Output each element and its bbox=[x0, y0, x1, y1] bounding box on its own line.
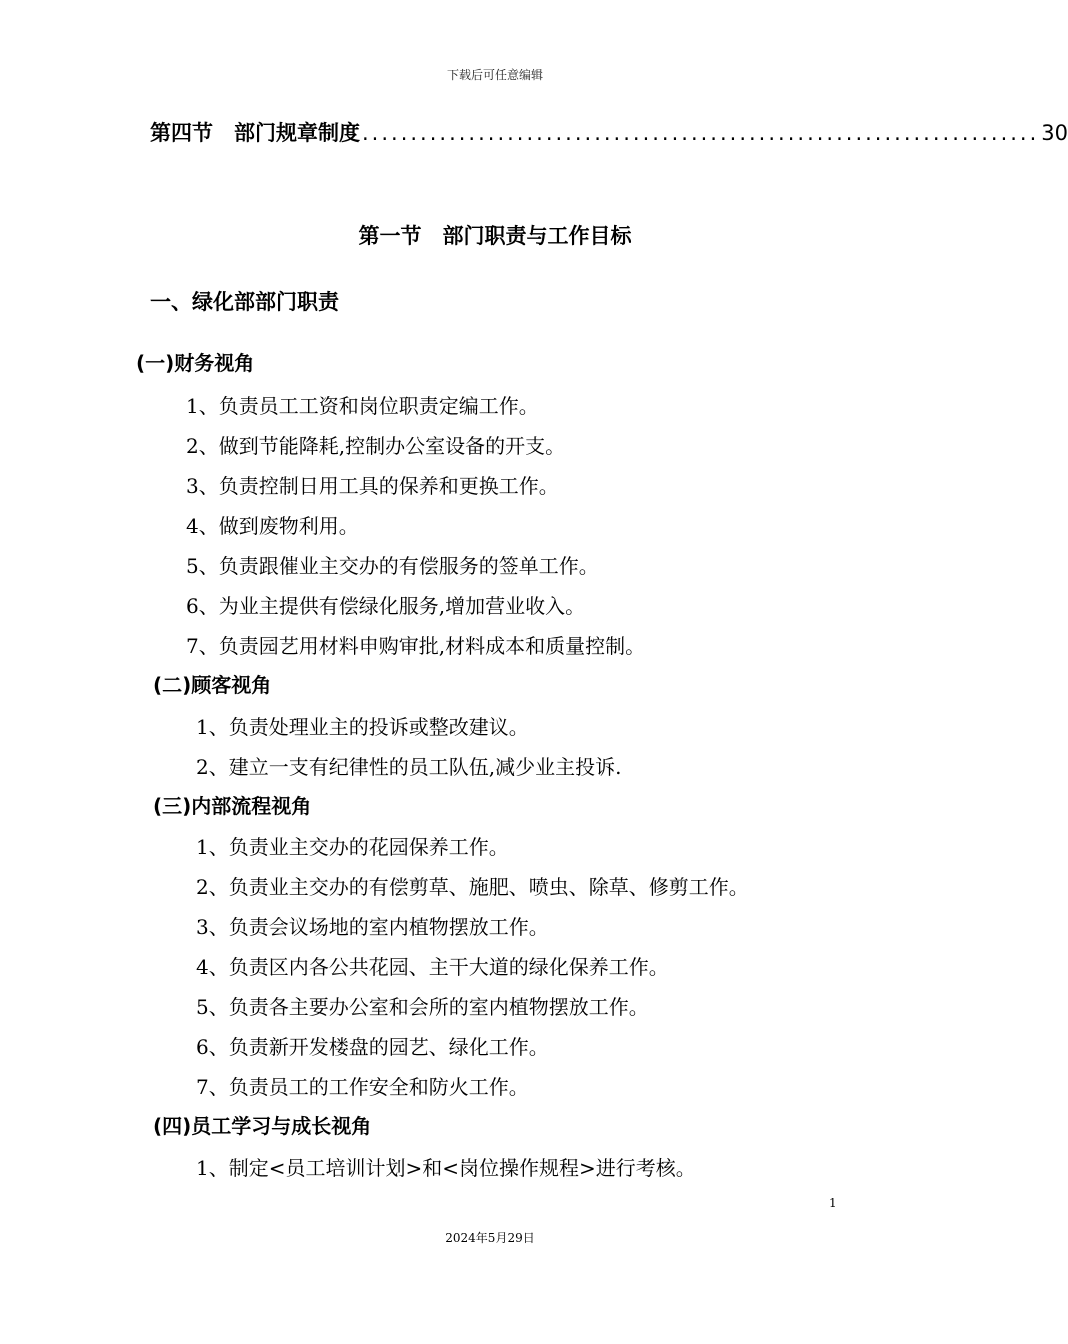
part-heading: 一、绿化部部门职责 bbox=[150, 290, 339, 314]
list-item: 7、负责员工的工作安全和防火工作。 bbox=[196, 1075, 529, 1099]
list-item: 1、负责员工工资和岗位职责定编工作。 bbox=[186, 394, 539, 418]
page-number: 1 bbox=[829, 1196, 837, 1210]
group-heading-customer: (二)顾客视角 bbox=[153, 673, 272, 697]
footer-date: 2024年5月29日 bbox=[445, 1231, 535, 1245]
list-item: 3、负责控制日用工具的保养和更换工作。 bbox=[186, 474, 559, 498]
list-item: 4、负责区内各公共花园、主干大道的绿化保养工作。 bbox=[196, 955, 669, 979]
list-item: 1、负责处理业主的投诉或整改建议。 bbox=[196, 715, 529, 739]
list-item: 3、负责会议场地的室内植物摆放工作。 bbox=[196, 915, 549, 939]
list-item: 6、负责新开发楼盘的园艺、绿化工作。 bbox=[196, 1035, 549, 1059]
toc-entry-label: 第四节 部门规章制度 bbox=[150, 121, 360, 145]
group-heading-internal-process: (三)内部流程视角 bbox=[153, 794, 312, 818]
list-item: 2、负责业主交办的有偿剪草、施肥、喷虫、除草、修剪工作。 bbox=[196, 875, 749, 899]
group-heading-learning-growth: (四)员工学习与成长视角 bbox=[153, 1114, 372, 1138]
list-item: 6、为业主提供有偿绿化服务,增加营业收入。 bbox=[186, 594, 586, 618]
list-item: 2、建立一支有纪律性的员工队伍,减少业主投诉. bbox=[196, 755, 622, 779]
page-header-note: 下载后可任意编辑 bbox=[446, 68, 543, 82]
list-item: 4、做到废物利用。 bbox=[186, 514, 359, 538]
toc-leader-dots: ...................................................................... bbox=[362, 121, 1040, 145]
section-title: 第一节 部门职责与工作目标 bbox=[358, 224, 632, 248]
toc-page-number: 30 bbox=[1041, 121, 1068, 145]
list-item: 5、负责跟催业主交办的有偿服务的签单工作。 bbox=[186, 554, 599, 578]
list-item: 7、负责园艺用材料申购审批,材料成本和质量控制。 bbox=[186, 634, 646, 658]
toc-entry[interactable] bbox=[150, 117, 1068, 147]
group-heading-finance: (一)财务视角 bbox=[136, 351, 255, 375]
list-item: 1、制定<员工培训计划>和<岗位操作规程>进行考核。 bbox=[196, 1156, 696, 1180]
list-item: 2、做到节能降耗,控制办公室设备的开支。 bbox=[186, 434, 566, 458]
list-item: 1、负责业主交办的花园保养工作。 bbox=[196, 835, 509, 859]
list-item: 5、负责各主要办公室和会所的室内植物摆放工作。 bbox=[196, 995, 649, 1019]
